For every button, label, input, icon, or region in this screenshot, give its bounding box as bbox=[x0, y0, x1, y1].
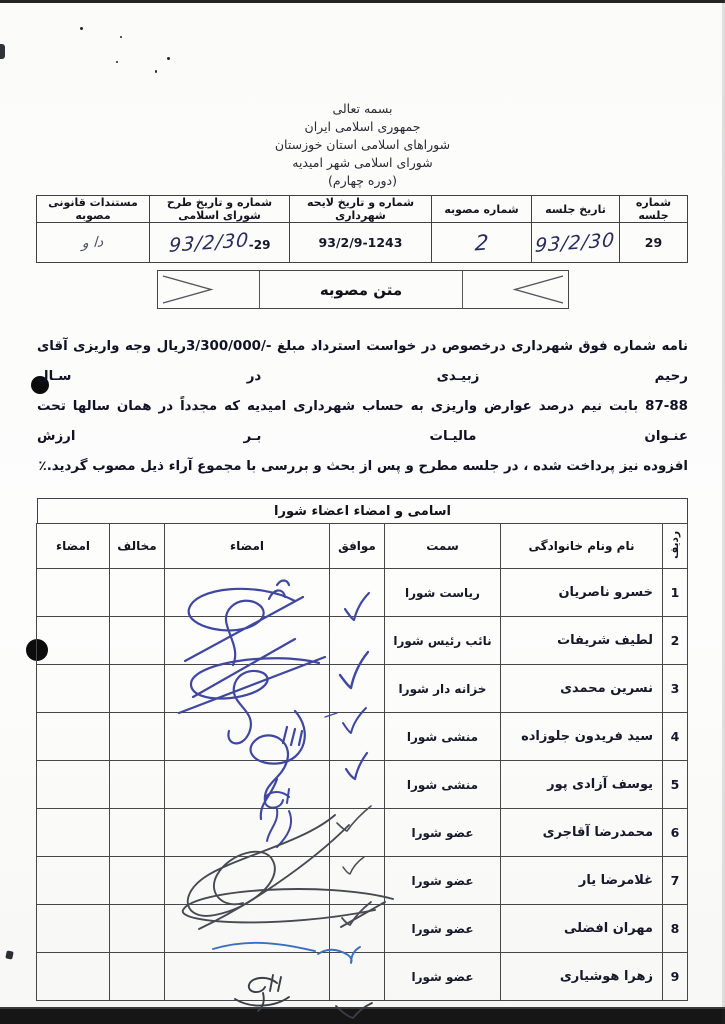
oppose-cell bbox=[110, 857, 165, 905]
plan-no-date-value: 93/2/30-29 bbox=[150, 223, 290, 263]
oppose-signature-cell bbox=[37, 761, 110, 809]
member-name: نسرین محمدی bbox=[501, 665, 663, 713]
col-header-legal-docs: مستندات قانونی مصوبه bbox=[37, 196, 150, 223]
oppose-signature-cell bbox=[37, 569, 110, 617]
signature-cell bbox=[165, 857, 330, 905]
member-row bbox=[37, 665, 688, 713]
signatures-table bbox=[36, 523, 688, 1001]
member-name: یوسف آزادی پور bbox=[501, 761, 663, 809]
member-row bbox=[37, 953, 688, 1001]
bill-no-date-value: 93/2/9-1243 bbox=[290, 223, 432, 263]
col-header-agree: موافق bbox=[330, 524, 385, 569]
letterhead bbox=[37, 100, 688, 190]
col-header-name: نام ونام خانوادگی bbox=[501, 524, 663, 569]
letterhead-line-term: (دوره چهارم) bbox=[328, 173, 397, 188]
member-row bbox=[37, 809, 688, 857]
signature-cell bbox=[165, 713, 330, 761]
agree-cell bbox=[330, 761, 385, 809]
scan-edge-bottom bbox=[0, 1007, 725, 1024]
member-name: سید فریدون جلوزاده bbox=[501, 713, 663, 761]
signature-cell bbox=[165, 809, 330, 857]
member-name: زهرا هوشیاری bbox=[501, 953, 663, 1001]
resolution-text-banner bbox=[157, 270, 569, 309]
col-header-signature-oppose: امضاء bbox=[37, 524, 110, 569]
member-row bbox=[37, 569, 688, 617]
signature-cell bbox=[165, 617, 330, 665]
oppose-signature-cell bbox=[37, 857, 110, 905]
signature-cell bbox=[165, 953, 330, 1001]
agree-cell bbox=[330, 569, 385, 617]
member-row bbox=[37, 857, 688, 905]
signature-cell bbox=[165, 665, 330, 713]
oppose-cell bbox=[110, 761, 165, 809]
row-no: 8 bbox=[663, 905, 688, 953]
agree-cell bbox=[330, 857, 385, 905]
document-content bbox=[37, 0, 688, 1001]
agree-cell bbox=[330, 905, 385, 953]
oppose-cell bbox=[110, 953, 165, 1001]
signature-cell bbox=[165, 761, 330, 809]
member-position: منشی شورا bbox=[385, 713, 501, 761]
member-position: عضو شورا bbox=[385, 953, 501, 1001]
agree-cell bbox=[330, 617, 385, 665]
col-header-position: سمت bbox=[385, 524, 501, 569]
scan-smudge bbox=[0, 44, 5, 59]
row-no: 3 bbox=[663, 665, 688, 713]
member-name: غلامرضا یار bbox=[501, 857, 663, 905]
letterhead-line-city-council: شورای اسلامی شهر امیدیه bbox=[292, 155, 433, 170]
member-position: خزانه دار شورا bbox=[385, 665, 501, 713]
body-line: افزوده نیز پرداخت شده ، در جلسه مطرح و پس از بحث و بررسی با مجموع آراء ذیل مصوب گردید.٪ bbox=[38, 459, 688, 474]
signature-cell bbox=[165, 569, 330, 617]
member-position: عضو شورا bbox=[385, 809, 501, 857]
oppose-cell bbox=[110, 569, 165, 617]
oppose-cell bbox=[110, 665, 165, 713]
member-row bbox=[37, 761, 688, 809]
member-position: عضو شورا bbox=[385, 857, 501, 905]
oppose-signature-cell bbox=[37, 713, 110, 761]
oppose-cell bbox=[110, 905, 165, 953]
signatures-header-row bbox=[37, 524, 688, 569]
oppose-cell bbox=[110, 809, 165, 857]
col-header-bill-no-date: شماره و تاریخ لایحه شهرداری bbox=[290, 196, 432, 223]
oppose-signature-cell bbox=[37, 809, 110, 857]
row-no: 9 bbox=[663, 953, 688, 1001]
body-line: ‪87-88‬ بابت نیم درصد عوارض واریزی به حساب شهرداری امیدیه که مجدداً در همان سالها تحت عنـوان مالیـات بـر ارزش bbox=[37, 399, 688, 444]
row-no: 1 bbox=[663, 569, 688, 617]
resolution-info-table bbox=[36, 195, 688, 263]
agree-cell bbox=[330, 953, 385, 1001]
col-header-row-no: ردیف bbox=[663, 524, 688, 569]
col-header-session-date: تاریخ جلسه bbox=[532, 196, 620, 223]
col-header-plan-no-date: شماره و تاریخ طرح شورای اسلامی bbox=[150, 196, 290, 223]
agree-cell bbox=[330, 713, 385, 761]
scan-smudge bbox=[5, 950, 14, 959]
body-line: نامه شماره فوق شهرداری درخصوص در خواست استرداد مبلغ ‪3/300/000/-‬ریال وجه واریزی آقای رحیم زبیـدی در سـال bbox=[37, 339, 688, 384]
col-header-session-no: شماره جلسه bbox=[620, 196, 688, 223]
member-name: خسرو ناصریان bbox=[501, 569, 663, 617]
letterhead-line-republic: جمهوری اسلامی ایران bbox=[304, 119, 421, 134]
oppose-cell bbox=[110, 713, 165, 761]
banner-title: متن مصوبه bbox=[319, 280, 403, 299]
oppose-signature-cell bbox=[37, 617, 110, 665]
oppose-signature-cell bbox=[37, 905, 110, 953]
oppose-signature-cell bbox=[37, 665, 110, 713]
member-row bbox=[37, 713, 688, 761]
oppose-signature-cell bbox=[37, 953, 110, 1001]
col-header-signature: امضاء bbox=[165, 524, 330, 569]
member-row bbox=[37, 617, 688, 665]
signature-cell bbox=[165, 905, 330, 953]
letterhead-line-province-councils: شوراهای اسلامی استان خوزستان bbox=[274, 137, 451, 152]
resolution-no-value: 2 bbox=[432, 223, 532, 263]
letterhead-line-bismillah: بسمه تعالی bbox=[332, 101, 393, 116]
member-position: نائب رئیس شورا bbox=[385, 617, 501, 665]
member-position: ریاست شورا bbox=[385, 569, 501, 617]
row-no: 4 bbox=[663, 713, 688, 761]
session-date-value: 93/2/30 bbox=[532, 223, 620, 263]
legal-docs-value: دا و bbox=[37, 223, 150, 263]
col-header-oppose: مخالف bbox=[110, 524, 165, 569]
oppose-cell bbox=[110, 617, 165, 665]
member-name: مهران افضلی bbox=[501, 905, 663, 953]
agree-cell bbox=[330, 665, 385, 713]
member-row bbox=[37, 905, 688, 953]
member-position: عضو شورا bbox=[385, 905, 501, 953]
row-no: 7 bbox=[663, 857, 688, 905]
agree-cell bbox=[330, 809, 385, 857]
row-no: 2 bbox=[663, 617, 688, 665]
member-position: منشی شورا bbox=[385, 761, 501, 809]
row-no: 5 bbox=[663, 761, 688, 809]
resolution-body bbox=[37, 332, 688, 482]
signatures-section-title: اسامی و امضاء اعضاء شورا bbox=[37, 498, 688, 523]
session-no-value: 29 bbox=[620, 223, 688, 263]
row-no: 6 bbox=[663, 809, 688, 857]
member-name: محمدرضا آقاجری bbox=[501, 809, 663, 857]
col-header-resolution-no: شماره مصوبه bbox=[432, 196, 532, 223]
signatures-table-wrapper bbox=[37, 523, 688, 1001]
member-name: لطیف شریفات bbox=[501, 617, 663, 665]
